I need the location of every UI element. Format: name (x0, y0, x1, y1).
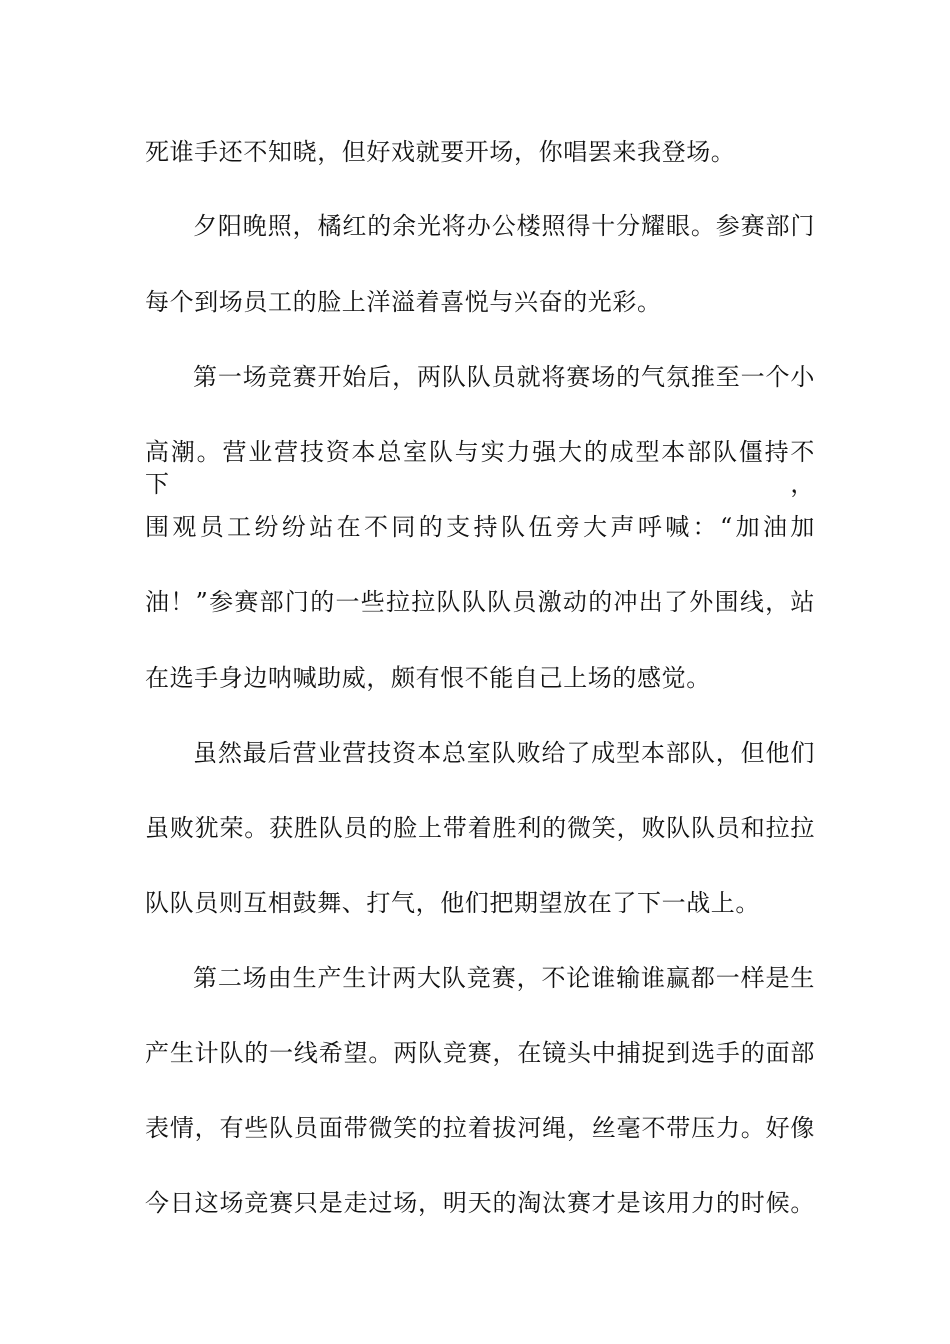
paragraph-4-line-1: 第二场由生产生计两大队竞赛，不论谁输谁赢都一样是生 (193, 964, 815, 992)
paragraph-2-line-1: 第一场竞赛开始后，两队队员就将赛场的气氛推至一个小 (193, 363, 815, 391)
paragraph-3-line-2: 虽败犹荣。获胜队员的脸上带着胜利的微笑，败队队员和拉拉 (145, 814, 815, 842)
text-line-1: 死谁手还不知晓，但好戏就要开场，你唱罢来我登场。 (145, 138, 736, 166)
paragraph-3-line-3: 队队员则互相鼓舞、打气，他们把期望放在了下一战上。 (145, 889, 760, 917)
paragraph-4-line-3: 表情，有些队员面带微笑的拉着拔河绳，丝毫不带压力。好像 (145, 1114, 815, 1142)
paragraph-4-line-2: 产生计队的一线希望。两队竞赛，在镜头中捕捉到选手的面部 (145, 1039, 815, 1067)
paragraph-2-line-2: 高潮。营业营技资本总室队与实力强大的成型本部队僵持不下， (145, 438, 815, 498)
paragraph-1-line-1: 夕阳晚照，橘红的余光将办公楼照得十分耀眼。参赛部门 (193, 212, 815, 240)
paragraph-2-line-5: 在选手身边呐喊助威，颇有恨不能自己上场的感觉。 (145, 664, 711, 692)
paragraph-2-line-4: 油！”参赛部门的一些拉拉队队队员激动的冲出了外围线，站 (145, 588, 815, 616)
paragraph-3-line-1: 虽然最后营业营技资本总室队败给了成型本部队，但他们 (193, 739, 815, 767)
paragraph-4-line-4: 今日这场竞赛只是走过场，明天的淘汰赛才是该用力的时候。 (145, 1189, 815, 1217)
paragraph-2-line-3: 围观员工纷纷站在不同的支持队伍旁大声呼喊：“加油加 (145, 513, 815, 541)
paragraph-1-line-2: 每个到场员工的脸上洋溢着喜悦与兴奋的光彩。 (145, 288, 662, 316)
